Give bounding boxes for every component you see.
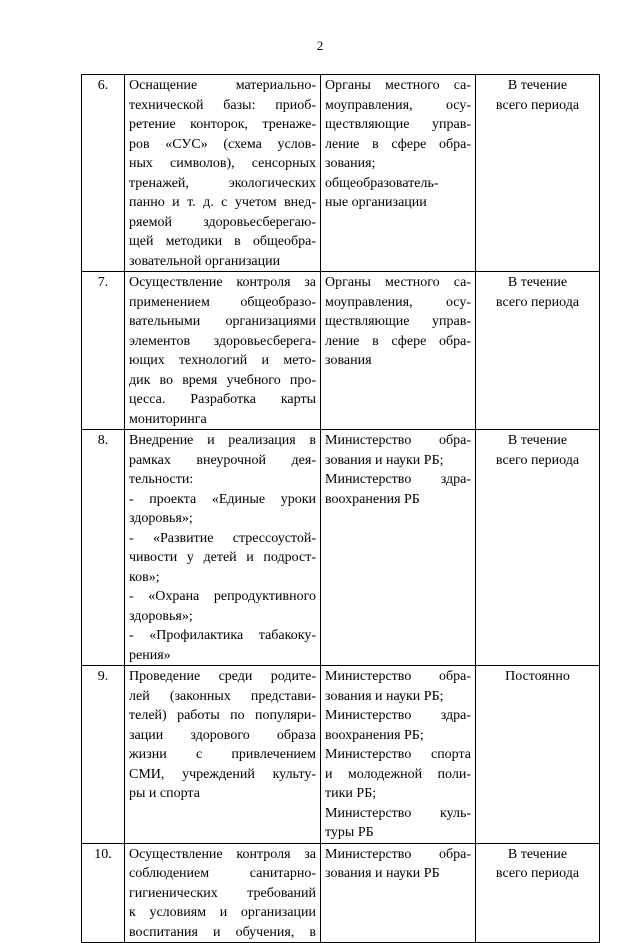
responsible-line: Органы местного са-: [325, 78, 471, 93]
responsible-line: воохранения РБ;: [325, 727, 424, 743]
responsible-cell: [321, 272, 476, 430]
responsible-line: Министерство здра-: [325, 708, 471, 723]
responsible-cell: [321, 666, 476, 844]
responsible-line: ление в сфере обра-: [325, 333, 471, 349]
responsible-line: Министерство куль-: [325, 805, 471, 821]
responsible-line: зования и науки РБ;: [325, 452, 444, 468]
term-cell: [476, 430, 600, 666]
responsible-line: зования;: [325, 156, 376, 171]
activity-line: чивости у детей и подрост-: [129, 550, 316, 565]
responsible-line: туры РБ: [325, 825, 374, 840]
responsible-line: Органы местного са-: [325, 275, 471, 290]
activity-line: зовательной организации: [129, 253, 281, 269]
responsible-line: зования и науки РБ: [325, 866, 440, 881]
activity-line: дик во время учебного про-: [129, 372, 316, 388]
activity-line: лей (законных представи-: [129, 688, 316, 704]
responsible-line: ные организации: [325, 195, 427, 210]
activity-line: ков»;: [129, 569, 160, 585]
activity-line: воспитания и обучения, в: [129, 924, 316, 940]
activity-line: рамках внеурочной дея-: [129, 452, 316, 468]
activity-cell: [125, 272, 321, 430]
activity-line: зации здорового образа: [129, 727, 316, 743]
row-number: 8.: [82, 430, 125, 666]
activity-line: тельности:: [129, 472, 194, 487]
responsible-line: Министерство обра-: [325, 669, 471, 684]
term-cell: [476, 843, 600, 943]
responsible-line: Министерство обра-: [325, 433, 471, 448]
term-line: всего периода: [495, 97, 580, 113]
activity-line: элементов здоровьесберега-: [129, 333, 316, 349]
activity-line: здоровья»;: [129, 608, 193, 624]
row-number: 10.: [82, 843, 125, 943]
activity-line: соблюдением санитарно-: [129, 866, 316, 881]
term-line: В течение: [507, 433, 568, 448]
table-row: [82, 75, 600, 272]
activity-line: тренажей, экологических: [129, 175, 316, 191]
activity-cell: [125, 666, 321, 844]
activity-line: Проведение среди родите-: [129, 669, 316, 684]
activity-line: - «Охрана репродуктивного: [129, 589, 316, 604]
activity-line: Оснащение материально-: [129, 78, 316, 93]
activity-line: панно и т. д. с учетом внед-: [129, 195, 316, 210]
responsible-cell: [321, 843, 476, 943]
activity-line: здоровья»;: [129, 511, 193, 526]
term-line: В течение: [507, 78, 568, 93]
activity-line: ретение конторок, тренаже-: [129, 117, 316, 132]
activity-line: цесса. Разработка карты: [129, 392, 316, 407]
responsible-line: ществляющие управ-: [325, 314, 471, 329]
activity-line: СМИ, учреждений культу-: [129, 766, 316, 782]
responsible-line: зования: [325, 353, 372, 368]
table-row: [82, 843, 600, 943]
responsible-cell: [321, 75, 476, 272]
activity-line: технической базы: приоб-: [129, 97, 316, 113]
activity-line: ющих технологий и мето-: [129, 353, 316, 368]
term-line: всего периода: [495, 294, 580, 310]
activity-line: рения»: [129, 647, 171, 663]
plan-table: [81, 74, 600, 943]
activity-line: ных символов), сенсорных: [129, 156, 316, 171]
activity-line: ряемой здоровьесберегаю-: [129, 214, 316, 230]
term-line: всего периода: [495, 866, 580, 881]
activity-line: - проекта «Единые уроки: [129, 491, 316, 507]
page-number: 2: [316, 38, 324, 53]
activity-line: к условиям и организации: [129, 905, 316, 920]
term-line: В течение: [507, 275, 568, 290]
activity-line: щей методики в общеобра-: [129, 234, 316, 249]
responsible-line: Министерство здра-: [325, 472, 471, 487]
plan-table-body: [82, 75, 600, 943]
term-cell: [476, 272, 600, 430]
responsible-line: ществляющие управ-: [325, 117, 471, 132]
responsible-line: Министерство обра-: [325, 846, 471, 862]
table-row: [82, 666, 600, 844]
responsible-line: воохранения РБ: [325, 491, 420, 507]
row-number: 6.: [82, 75, 125, 272]
responsible-line: и молодежной поли-: [325, 766, 471, 782]
activity-line: - «Профилактика табакоку-: [129, 628, 316, 643]
term-cell: [476, 75, 600, 272]
activity-line: телей) работы по популяри-: [129, 708, 316, 723]
table-row: [82, 430, 600, 666]
responsible-line: моуправления, осу-: [325, 294, 471, 310]
activity-line: Осуществление контроля за: [129, 846, 316, 862]
term-cell: [476, 666, 600, 844]
activity-line: вательными организациями: [129, 314, 316, 329]
activity-line: - «Развитие стрессоустой-: [129, 530, 316, 546]
term-line: всего периода: [495, 452, 580, 468]
row-number: 7.: [82, 272, 125, 430]
activity-line: жизни с привлечением: [129, 747, 316, 762]
activity-line: гигиенических требований: [129, 885, 316, 901]
responsible-cell: [321, 430, 476, 666]
activity-cell: [125, 75, 321, 272]
responsible-line: Министерство спорта: [325, 747, 471, 762]
activity-line: Внедрение и реализация в: [129, 433, 316, 448]
responsible-line: тики РБ;: [325, 786, 377, 801]
activity-line: ров «СУС» (схема услов-: [129, 136, 316, 152]
activity-cell: [125, 843, 321, 943]
activity-line: мониторинга: [129, 411, 207, 427]
activity-line: применением общеобразо-: [129, 294, 316, 310]
responsible-line: ление в сфере обра-: [325, 136, 471, 152]
responsible-line: моуправления, осу-: [325, 97, 471, 113]
row-number: 9.: [82, 666, 125, 844]
responsible-line: общеобразователь-: [325, 175, 439, 191]
term-line: Постоянно: [505, 669, 570, 684]
activity-line: ры и спорта: [129, 786, 200, 801]
activity-line: Осуществление контроля за: [129, 275, 316, 290]
responsible-line: зования и науки РБ;: [325, 688, 444, 704]
table-row: [82, 272, 600, 430]
term-line: В течение: [507, 846, 568, 862]
activity-cell: [125, 430, 321, 666]
